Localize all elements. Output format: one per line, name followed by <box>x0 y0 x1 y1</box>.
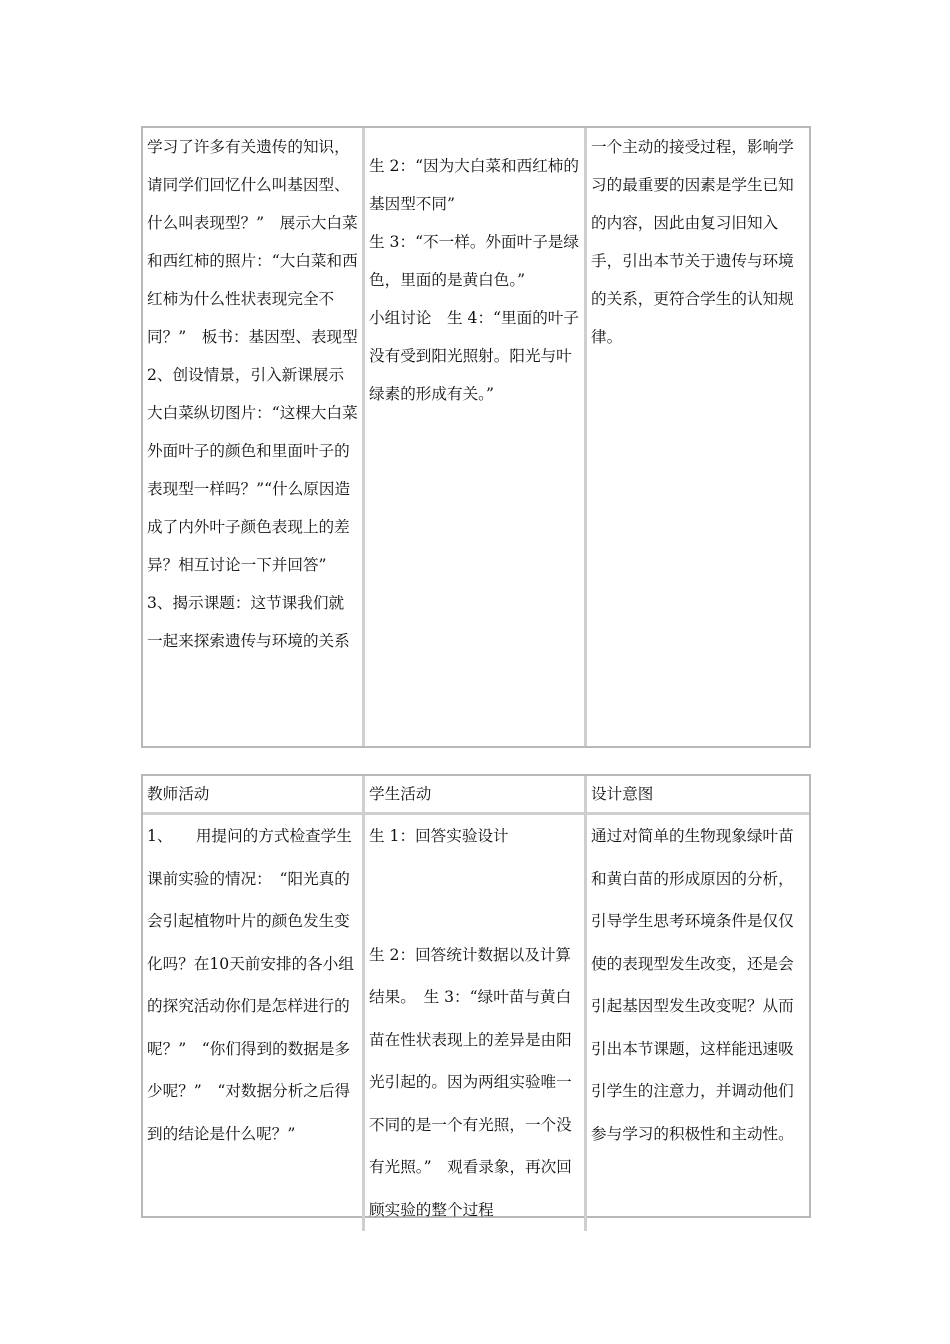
table-header-row <box>143 776 809 815</box>
student-activity-text: 生 2：“因为大白菜和西红柿的基因型不同” 生 3：“不一样。外面叶子是绿色，里面的是黄白色。” 小组讨论 生 4：“里面的叶子没有受到阳光照射。阳光与叶绿素的形成有关。” <box>369 157 579 403</box>
header-design-intent: 设计意图 <box>591 785 654 803</box>
teacher-activity-cell <box>143 815 365 1231</box>
lesson-table-1 <box>141 126 811 748</box>
teacher-activity-text: 学习了许多有关遗传的知识，请同学们回忆什么叫基因型、什么叫表现型？” 展示大白菜和西红柿的照片：“大白菜和西红柿为什么性状表现完全不同？” 板书：基因型、表现型 2、创设情景，引入新课展示大白菜纵切图片：“这棵大白菜外面叶子的颜色和里面叶子的表现型一样吗？”“什么原因造成了内外叶子颜色表现上的差异？相互讨论一下并回答” 3、揭示课题：这节课我们就一起来探索遗传与环境的关系 <box>147 138 363 650</box>
student-activity-cell <box>365 815 587 1231</box>
design-intent-text: 一个主动的接受过程，影响学习的最重要的因素是学生已知的内容，因此由复习旧知入手，引出本节关于遗传与环境的关系，更符合学生的认知规律。 <box>591 138 794 346</box>
teacher-activity-cell <box>143 128 365 746</box>
header-teacher-activity: 教师活动 <box>143 776 365 812</box>
design-intent-cell <box>587 815 809 1231</box>
student-activity-text-1: 生 1：回答实验设计 <box>369 827 509 845</box>
student-activity-text-2: 生 2：回答统计数据以及计算结果。 生 3：“绿叶苗与黄白苗在性状表现上的差异是由阳光引起的。因为两组实验唯一不同的是一个有光照，一个没有光照。” 观看录象，再次回顾实验的整个过程 <box>369 945 572 1219</box>
design-intent-text: 通过对简单的生物现象绿叶苗和黄白苗的形成原因的分析，引导学生思考环境条件是仅仅使的表现型发生改变，还是会引起基因型发生改变呢？从而引出本节课题，这样能迅速吸引学生的注意力，并调动他们参与学习的积极性和主动性。 <box>591 827 794 1143</box>
teacher-activity-text: 1、 用提问的方式检查学生课前实验的情况： “阳光真的会引起植物叶片的颜色发生变化吗？在10天前安排的各小组的探究活动你们是怎样进行的呢？” “你们得到的数据是多少呢？” “对数据分析之后得到的结论是什么呢？” <box>147 827 354 1143</box>
student-activity-cell <box>365 128 587 746</box>
header-student-activity: 学生活动 <box>365 776 587 812</box>
table-row <box>143 815 809 1231</box>
design-intent-cell <box>587 128 809 746</box>
lesson-table-2 <box>141 774 811 1218</box>
